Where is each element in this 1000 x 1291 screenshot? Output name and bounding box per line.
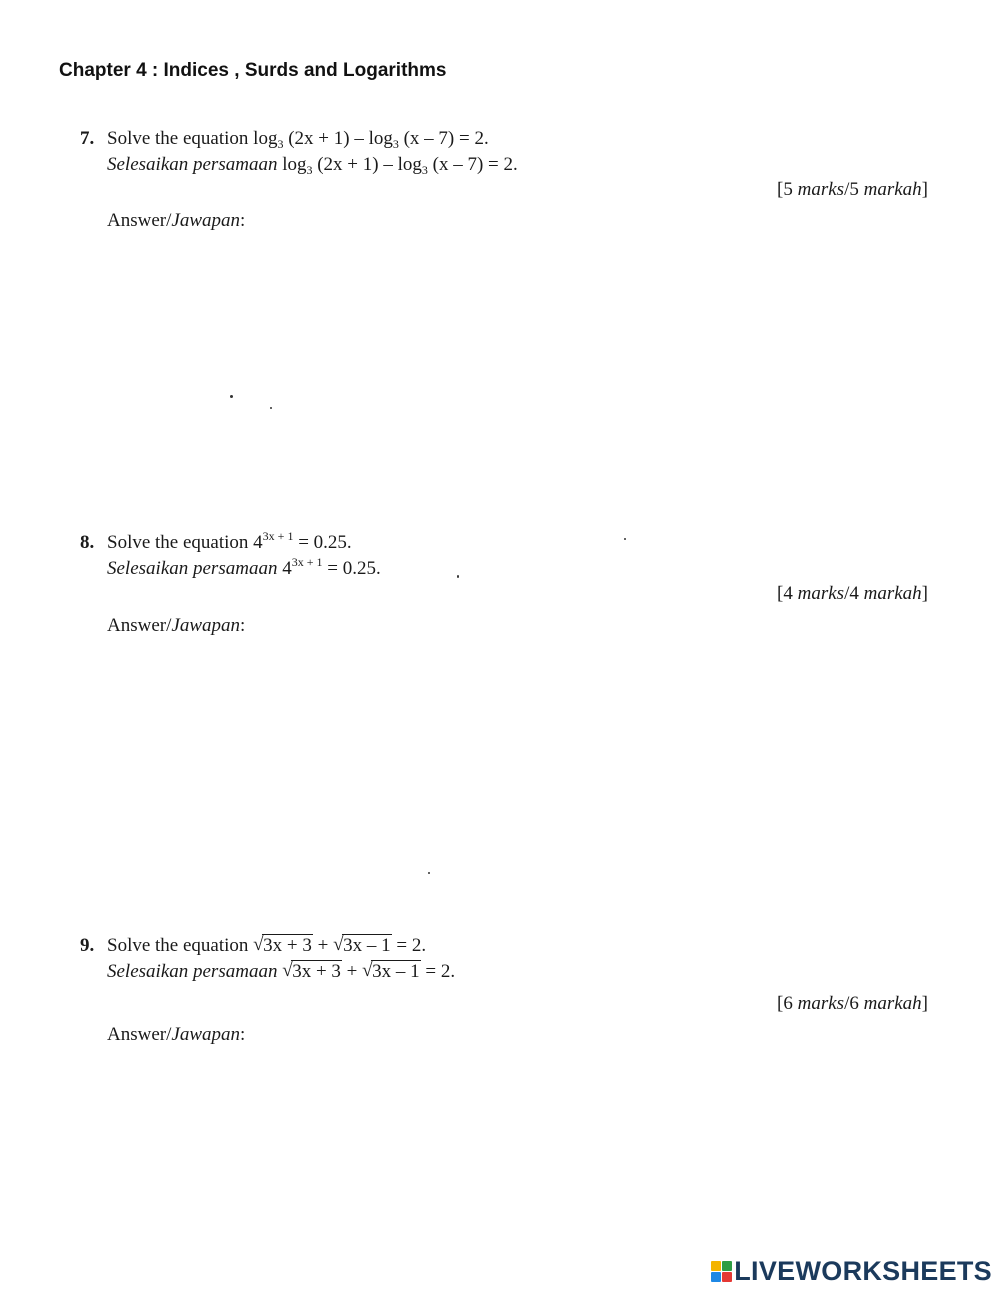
- question-number: 9.: [80, 935, 95, 956]
- marks-label: [5 marks/5 markah]: [777, 179, 928, 200]
- logo-text: LIVEWORKSHEETS: [734, 1255, 992, 1286]
- question-number: 8.: [80, 532, 95, 553]
- scan-speck: [428, 872, 430, 874]
- answer-label: Answer/Jawapan:: [107, 1024, 246, 1045]
- question-text: Solve the equation √ 3x + 3 + √ 3x – 1 = 2.: [107, 934, 427, 956]
- scan-speck: [230, 395, 233, 398]
- logo-cell: [711, 1272, 721, 1282]
- square-root-2: √ 3x – 1: [362, 960, 420, 982]
- chapter-title: Chapter 4 : Indices , Surds and Logarithms: [59, 60, 447, 81]
- square-root-1: √ 3x + 3: [253, 934, 312, 956]
- marks-label: [4 marks/4 markah]: [777, 583, 928, 604]
- square-root-2: √ 3x – 1: [333, 934, 391, 956]
- square-root-1: √ 3x + 3: [282, 960, 341, 982]
- scan-speck: [270, 407, 272, 409]
- liveworksheets-logo: [711, 1256, 992, 1286]
- question-text-malay: Selesaikan persamaan $\log_3 (2x + 1) - \log_3 (x - 7) = 2$.: [107, 154, 518, 177]
- scan-speck: [624, 538, 626, 540]
- scan-speck: [457, 575, 459, 578]
- logo-grid-icon: [711, 1261, 732, 1282]
- answer-label: Answer/Jawapan:: [107, 210, 246, 231]
- question-text: Solve the equation $4^{3x + 1} = 0.25$.: [107, 529, 352, 553]
- marks-label: [6 marks/6 markah]: [777, 993, 928, 1014]
- logo-cell: [722, 1272, 732, 1282]
- answer-label: Answer/Jawapan:: [107, 615, 246, 636]
- question-number: 7.: [80, 128, 95, 149]
- logo-cell: [722, 1261, 732, 1271]
- question-text: Solve the equation $\log_3 (2x + 1) - \log_3 (x - 7) = 2$.: [107, 128, 489, 151]
- question-text-malay: Selesaikan persamaan √ 3x + 3 + √ 3x – 1 = 2.: [107, 960, 456, 982]
- question-text-malay: Selesaikan persamaan $4^{3x + 1} = 0.25$.: [107, 555, 381, 579]
- logo-cell: [711, 1261, 721, 1271]
